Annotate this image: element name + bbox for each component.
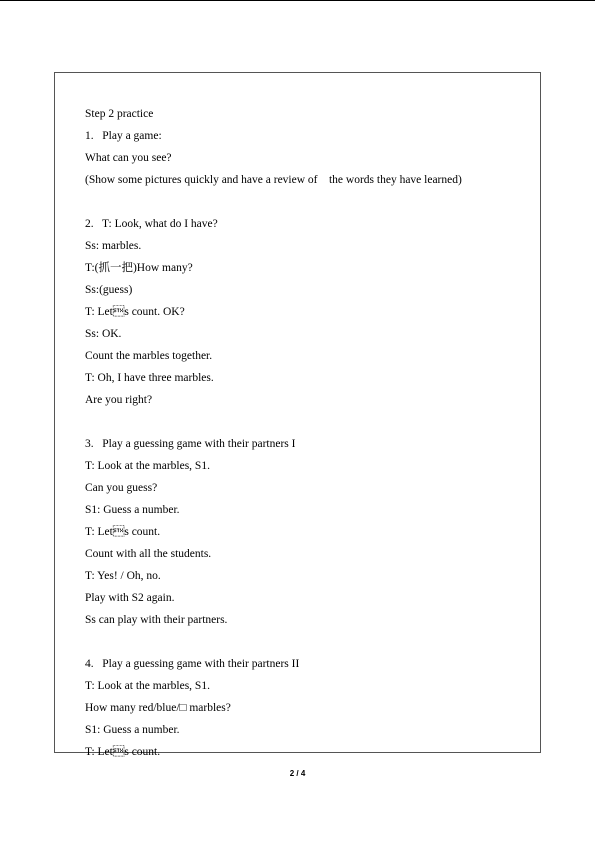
activity-4-title: 4. Play a guessing game with their partners II (85, 658, 300, 670)
blank-line (85, 191, 540, 213)
text-line: What can you see? (85, 152, 172, 164)
text-line: Count with all the students. (85, 548, 212, 560)
text-line: Ss: marbles. (85, 240, 142, 252)
text-line: T: Look at the marbles, S1. (85, 460, 210, 472)
blank-line (85, 631, 540, 653)
text-line: T: Oh, I have three marbles. (85, 372, 214, 384)
lesson-content (85, 103, 540, 763)
text-line: (Show some pictures quickly and have a review of the words they have learned) (85, 174, 462, 186)
text-line: T: Lets count. OK? (85, 306, 185, 318)
text-line: T: Lets count. (85, 526, 161, 538)
header-rule (0, 0, 595, 1)
blank-line (85, 411, 540, 433)
page-number: 2 / 4 (289, 769, 306, 778)
text-line: Are you right? (85, 394, 153, 406)
text-line: Ss: OK. (85, 328, 122, 340)
text-line: Ss can play with their partners. (85, 614, 228, 626)
lesson-frame (54, 72, 541, 758)
text-line: T: Look at the marbles, S1. (85, 680, 210, 692)
text-line: T:(抓一把)How many? (85, 262, 193, 274)
activity-2-title: 2. T: Look, what do I have? (85, 218, 218, 230)
text-line: Can you guess? (85, 482, 158, 494)
text-line: S1: Guess a number. (85, 504, 180, 516)
step-heading: Step 2 practice (85, 108, 154, 120)
text-line: S1: Guess a number. (85, 724, 180, 736)
text-line: T: Lets count. (85, 746, 161, 758)
text-line: How many red/blue/□ marbles? (85, 702, 231, 714)
text-line: T: Yes! / Oh, no. (85, 570, 161, 582)
activity-1-title: 1. Play a game: (85, 130, 162, 142)
text-line: Ss:(guess) (85, 284, 133, 296)
activity-3-title: 3. Play a guessing game with their partners I (85, 438, 296, 450)
text-line: Count the marbles together. (85, 350, 213, 362)
text-line: Play with S2 again. (85, 592, 175, 604)
